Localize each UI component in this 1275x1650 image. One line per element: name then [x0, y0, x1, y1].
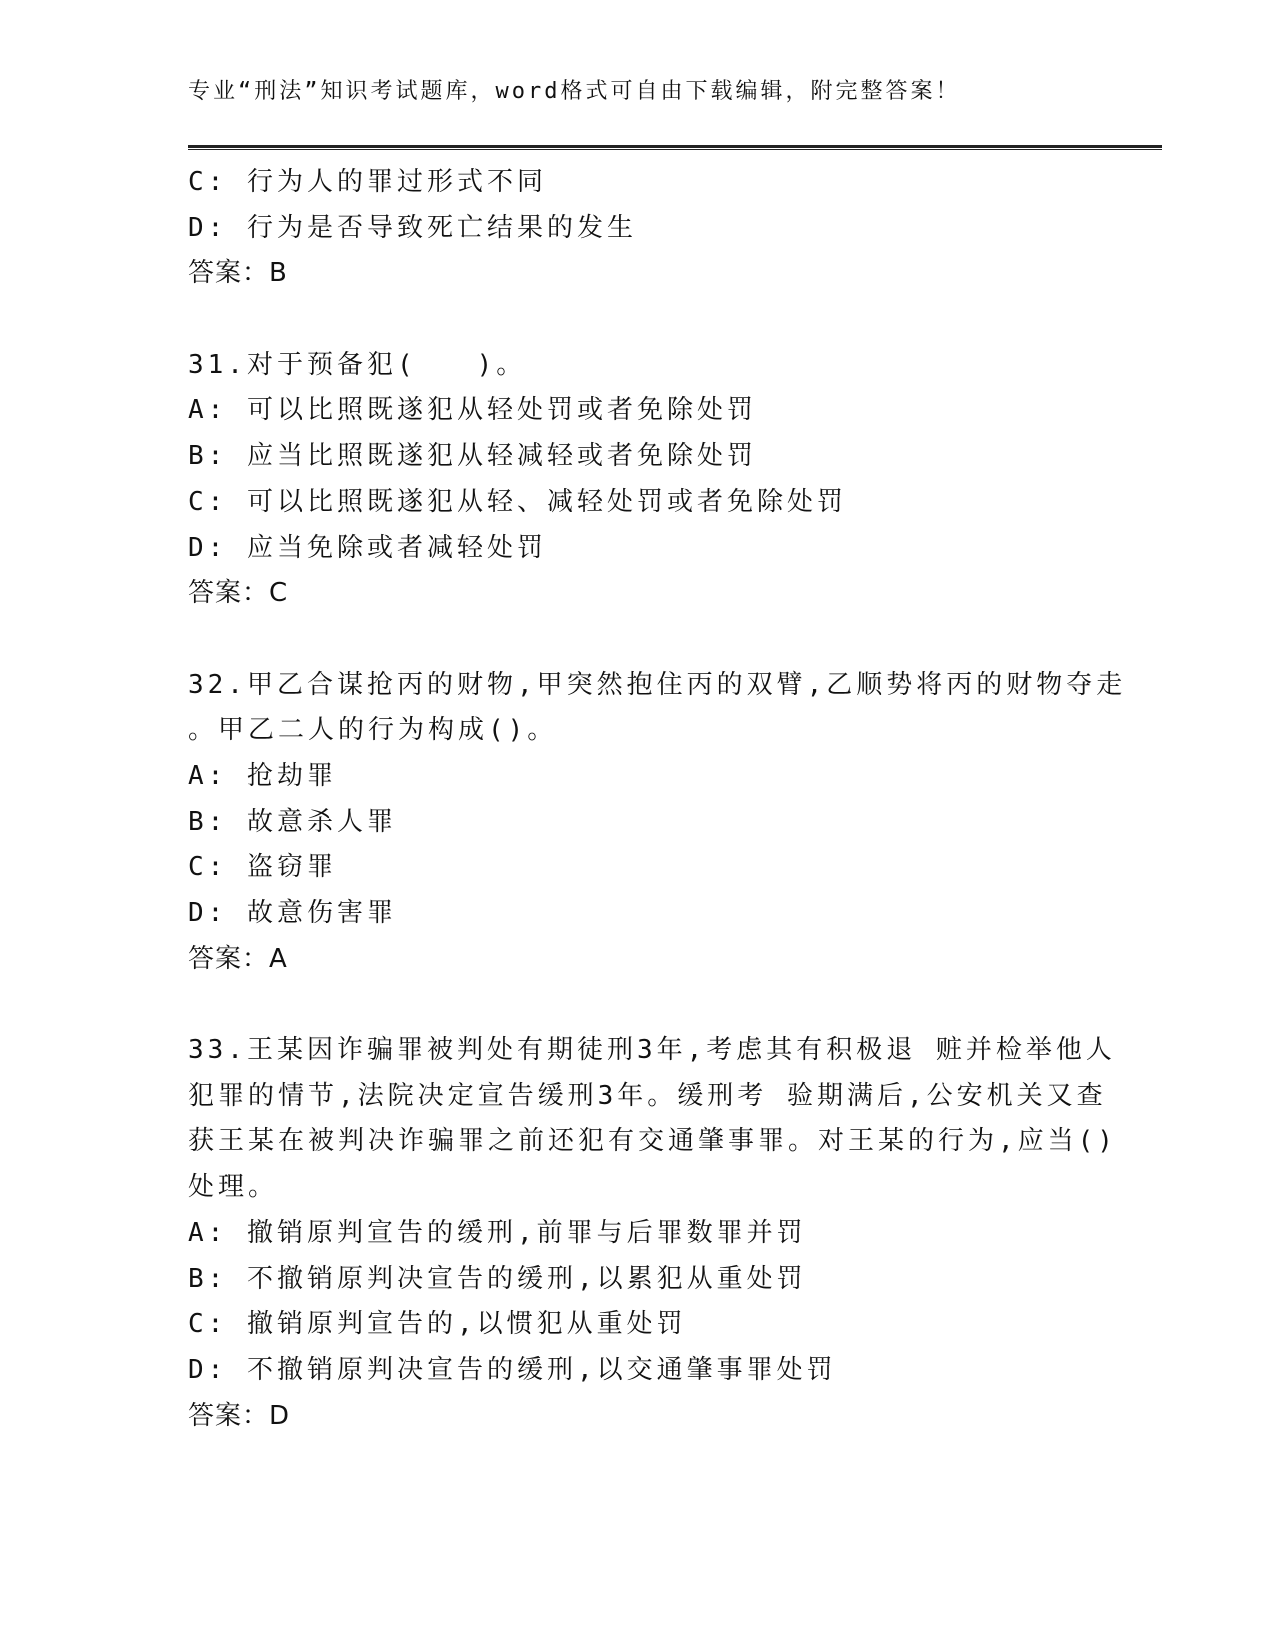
header-divider: [188, 145, 1162, 150]
prev-question-block: [188, 160, 1088, 297]
page-header: 专业“刑法”知识考试题库，word格式可自由下载编辑，附完整答案！: [188, 79, 961, 104]
question-32: [188, 663, 1127, 983]
option-b: B: 不撤销原判决宣告的缓刑,以累犯从重处罚: [188, 1263, 807, 1294]
stem-line: 32.甲乙合谋抢丙的财物,甲突然抱住丙的双臂,乙顺势将丙的财物夺走: [188, 669, 1127, 700]
spacer: [188, 617, 1088, 663]
question-stem: [188, 663, 1127, 754]
spacer: [188, 982, 1088, 1028]
option-b: B: 应当比照既遂犯从轻减轻或者免除处罚: [188, 441, 757, 472]
stem-line: 31.对于预备犯( )。: [188, 349, 527, 380]
option-d: D: 不撤销原判决宣告的缓刑,以交通肇事罪处罚: [188, 1354, 837, 1385]
stem-line: 33.王某因诈骗罪被判处有期徒刑3年,考虑其有积极退 赃并检举他人: [188, 1035, 1116, 1066]
option-d: D: 故意伤害罪: [188, 898, 397, 928]
spacer: [188, 297, 1088, 343]
option-c: C: 盗窃罪: [188, 852, 337, 883]
answer-line: 答案：A: [188, 943, 288, 974]
option-d: D: 应当免除或者减轻处罚: [188, 532, 547, 563]
answer-line: 答案：D: [188, 1400, 291, 1431]
option-c: C: 可以比照既遂犯从轻、减轻处罚或者免除处罚: [188, 486, 847, 517]
question-stem: [188, 343, 1088, 389]
option-a: A: 撤销原判宣告的缓刑,前罪与后罪数罪并罚: [188, 1217, 807, 1248]
stem-line: 。甲乙二人的行为构成()。: [188, 715, 558, 746]
question-31: [188, 343, 1088, 617]
option-a: A: 抢劫罪: [188, 760, 337, 791]
question-content: [188, 160, 1127, 1439]
question-stem: [188, 1028, 1117, 1211]
stem-line: 犯罪的情节,法院决定宣告缓刑3年。缓刑考 验期满后,公安机关又查: [188, 1080, 1107, 1111]
option-a: A: 可以比照既遂犯从轻处罚或者免除处罚: [188, 395, 757, 426]
stem-line: 获王某在被判决诈骗罪之前还犯有交通肇事罪。对王某的行为,应当(): [188, 1126, 1117, 1157]
answer-line: 答案：C: [188, 578, 289, 609]
question-33: [188, 1028, 1117, 1439]
stem-line: 处理。: [188, 1172, 279, 1203]
option-b: B: 故意杀人罪: [188, 806, 397, 837]
answer-line: 答案：B: [188, 258, 288, 289]
option-c: C: 撤销原判宣告的,以惯犯从重处罚: [188, 1309, 687, 1340]
option-d: D: 行为是否导致死亡结果的发生: [188, 212, 637, 243]
option-c: C: 行为人的罪过形式不同: [188, 167, 547, 197]
